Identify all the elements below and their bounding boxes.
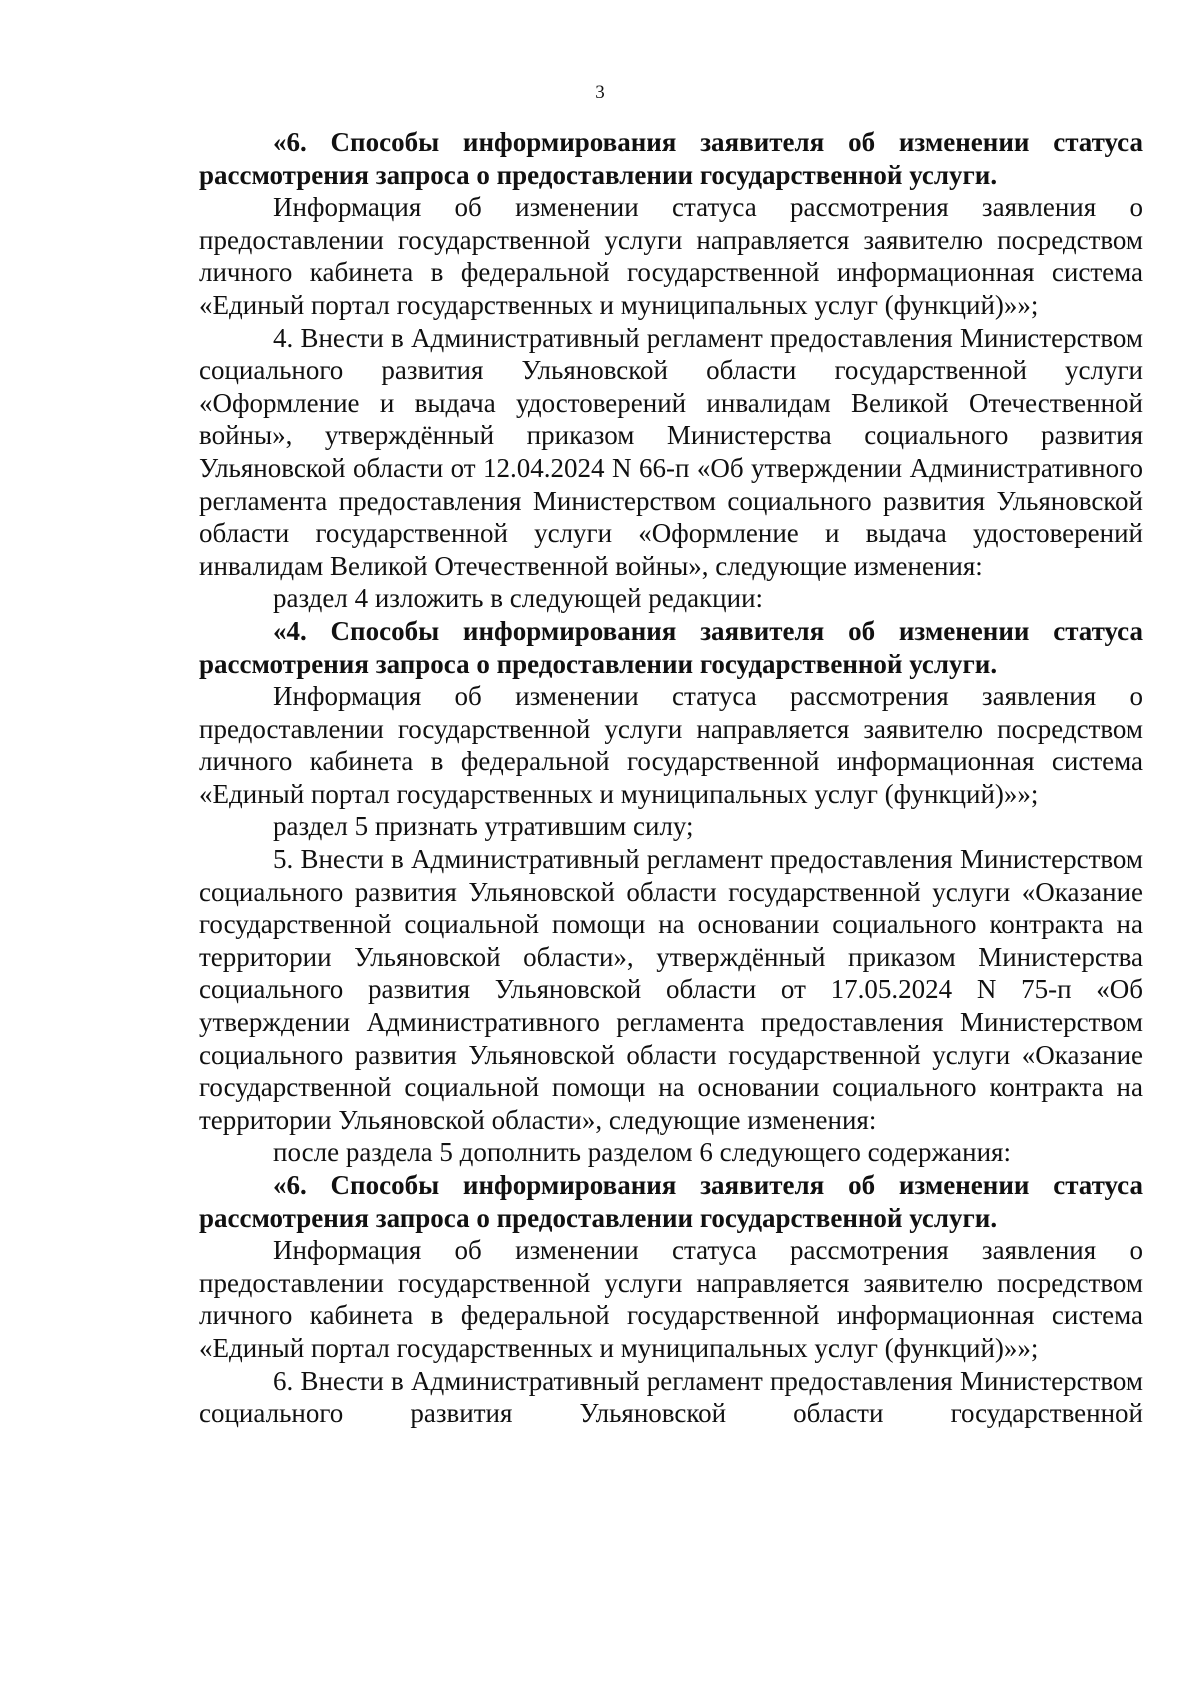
section-6-info-paragraph: Информация об изменении статуса рассмотрения заявления о предоставлении государственной услуги направляется заявителю посредством личного кабинета в федеральной государственной информационная система «Единый портал государственных и муниципальных услуг (функций)»»;: [199, 192, 1143, 320]
section-4-info-paragraph: Информация об изменении статуса рассмотрения заявления о предоставлении государственной услуги направляется заявителю посредством личного кабинета в федеральной государственной информационная система «Единый портал государственных и муниципальных услуг (функций)»»;: [199, 681, 1143, 809]
item-4-paragraph: 4. Внести в Административный регламент предоставления Министерством социального развития Ульяновской области государственной услуги «Оформление и выдача удостоверений инвалидам Великой Отечественной войны», утверждённый приказом Министерства социального развития Ульяновской области от 12.04.2024 N 66-п «Об утверждении Административного регламента предоставления Министерством социального развития Ульяновской области государственной услуги «Оформление и выдача удостоверений инвалидам Великой Отечественной войны», следующие изменения:: [199, 322, 1143, 581]
section-4-instruction: раздел 4 изложить в следующей редакции:: [273, 583, 764, 614]
item-5-paragraph: 5. Внести в Административный регламент предоставления Министерством социального развития Ульяновской области государственной услуги «Оказание государственной социальной помощи на основании социального контракта на территории Ульяновской области», утверждённый приказом Министерства социального развития Ульяновской области от 17.05.2024 N 75-п «Об утверждении Административного регламента предоставления Министерством социального развития Ульяновской области государственной услуги «Оказание государственной социальной помощи на основании социального контракта на территории Ульяновской области», следующие изменения:: [199, 844, 1143, 1135]
added-section-6-heading: «6. Способы информирования заявителя об изменении статуса рассмотрения запроса о предоставлении государственной услуги.: [199, 1170, 1143, 1233]
item-6-paragraph: 6. Внести в Административный регламент предоставления Министерством социального развития Ульяновской области государственной: [199, 1365, 1143, 1429]
section-6-addition-instruction: после раздела 5 дополнить разделом 6 следующего содержания:: [273, 1137, 1011, 1168]
section-6-heading: «6. Способы информирования заявителя об изменении статуса рассмотрения запроса о предоставлении государственной услуги.: [199, 127, 1143, 190]
section-4-heading: «4. Способы информирования заявителя об изменении статуса рассмотрения запроса о предоставлении государственной услуги.: [199, 615, 1143, 679]
section-5-repeal-paragraph: раздел 5 признать утратившим силу;: [273, 811, 694, 842]
page-number: 3: [595, 82, 605, 103]
document-body: [199, 126, 1143, 1430]
added-section-6-info-paragraph: Информация об изменении статуса рассмотрения заявления о предоставлении государственной услуги направляется заявителю посредством личного кабинета в федеральной государственной информационная система «Единый портал государственных и муниципальных услуг (функций)»»;: [199, 1235, 1143, 1363]
